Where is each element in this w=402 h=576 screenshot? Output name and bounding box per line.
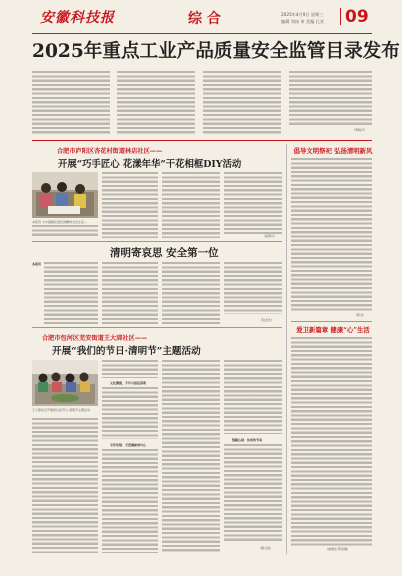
hefei-kicker: 合肥市庐阳区杏花村街道林店社区—— xyxy=(57,148,163,155)
qingming-body-column-1 xyxy=(44,262,98,324)
baohe-subhead-1: 文化溯源，千年习俗话清明 xyxy=(110,381,147,385)
section-label: 综 合 xyxy=(188,11,221,27)
hefei-headline: 开展“巧手匠心 花漾年华”干花相框DIY活动 xyxy=(58,159,242,170)
page-number: 09 xyxy=(345,7,369,27)
baohe-headline: 开展“我们的节日·清明节”主题活动 xyxy=(52,346,201,357)
lead-story-rule xyxy=(32,140,372,141)
scam-author: （陈龙） xyxy=(354,313,367,317)
qingming-author: （阮会杰） xyxy=(259,318,275,322)
baohe-author: （谢文波） xyxy=(258,546,274,550)
health-headline: 爱卫新篇章 健康“心”生活 xyxy=(296,326,370,334)
baohe-body-column-4-top xyxy=(224,360,282,434)
issue-date: 2025年4月9日 星期三 xyxy=(281,12,324,17)
hefei-body-column-2 xyxy=(162,172,220,238)
qingming-body-column-4 xyxy=(224,262,282,314)
qingming-body-column-3 xyxy=(162,262,220,324)
baohe-subhead-2: 手作传情：艾香满家承巧心 xyxy=(110,443,147,447)
page-number-badge xyxy=(340,8,371,25)
lead-story-column-1 xyxy=(32,71,110,135)
baohe-left-column xyxy=(32,418,98,553)
baohe-body-column-4-bottom xyxy=(224,444,282,542)
qingming-intro: 本报讯 xyxy=(32,262,42,266)
baohe-photo xyxy=(32,360,98,406)
column-divider xyxy=(286,144,287,554)
hefei-body-column-3 xyxy=(224,172,282,234)
qingming-rule xyxy=(32,327,282,328)
baohe-body-column-2-mid xyxy=(102,387,158,439)
lead-story-column-4 xyxy=(289,71,372,127)
scam-body xyxy=(291,158,372,312)
baohe-body-column-2-top xyxy=(102,360,158,378)
health-body xyxy=(291,337,372,546)
lead-story-column-3 xyxy=(203,71,281,135)
lead-story-column-2 xyxy=(117,71,195,135)
masthead xyxy=(0,0,402,34)
editor-line: 编辑 刘冰 审 美编 孔亚 xyxy=(281,19,325,24)
qingming-headline: 清明寄哀思 安全第一位 xyxy=(110,247,219,259)
scam-headline: 倡导文明祭祀 弘扬清明新风 xyxy=(293,147,373,155)
masthead-rule xyxy=(32,33,372,34)
hefei-photo-caption: 本报讯 为丰富辖区居民的精神文化生活… xyxy=(32,220,87,224)
newspaper-logo: 安徽科技报 xyxy=(40,10,115,26)
hefei-rule xyxy=(32,241,282,242)
right-rule xyxy=(291,321,372,322)
baohe-subhead-3: 情暖心窝：传承的节奏 xyxy=(232,438,263,442)
baohe-photo-caption: 王大郢社区开展我们的节日·清明节主题活动 xyxy=(32,408,90,412)
baohe-kicker: 合肥市包河区芜安街道王大郢社区—— xyxy=(42,335,148,342)
hefei-body-column-1 xyxy=(102,172,158,238)
qingming-body-column-2 xyxy=(102,262,158,324)
health-author: （戚维洁 陈培楠） xyxy=(325,547,350,551)
main-headline: 2025年重点工业产品质量安全监管目录发布 xyxy=(32,41,400,62)
hefei-photo xyxy=(32,172,98,218)
hefei-caption-lines xyxy=(32,225,98,238)
lead-story-author: （罗晓平） xyxy=(352,128,368,132)
hefei-author: （高德兵） xyxy=(262,234,278,238)
baohe-body-column-2-bottom xyxy=(102,449,158,553)
baohe-body-column-3 xyxy=(162,360,220,553)
